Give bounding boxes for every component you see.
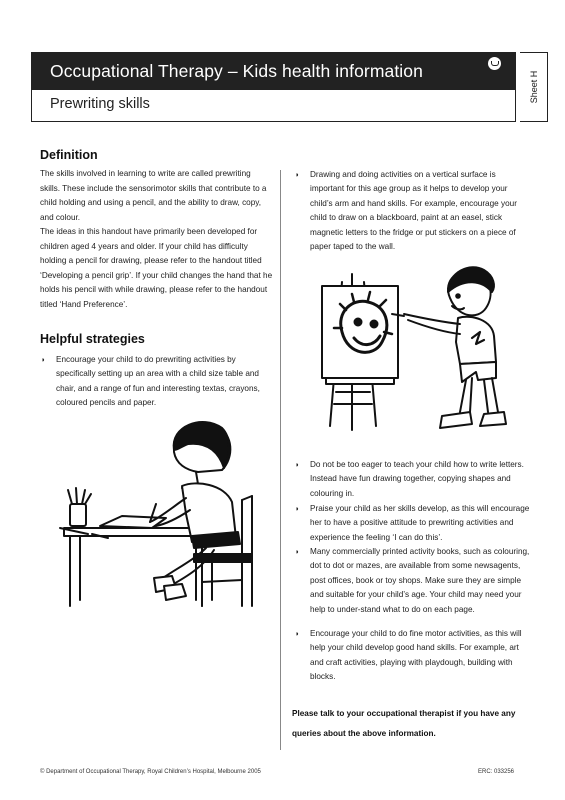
header-box [31, 52, 516, 122]
vertical-surface-bullet: ◗ Drawing and doing activities on a vertical surface is important for this age group as it helps to develop your child’s arm and hand skills. For example, encourage your child to draw on a blackboard, paint at an easel, stick magnetic letters to the fridge or put stickers on a piece of paper taped to the wall. [294, 168, 530, 254]
strategy-bullet-area: ◗ Encourage your child to do prewriting activities by specifically setting up an area with a child size table and chair, and a range of fun and interesting textas, crayons, coloured pencils and paper. [40, 353, 272, 411]
footer-copyright: © Department of Occupational Therapy, Royal Children’s Hospital, Melbourne 2005 [40, 769, 261, 775]
dont-be-too-eager-bullet: ◗ Do not be too eager to teach your child how to write letters. Instead have fun drawing together, copying shapes and colouring in. [294, 458, 530, 501]
sheet-label-text: Sheet H [528, 70, 539, 104]
column-divider [280, 170, 281, 750]
page-title: Occupational Therapy – Kids health information [50, 61, 423, 81]
definition-paragraph-2: The ideas in this handout have primarily been developed for children aged 4 years and older. If your child has difficulty holding a pencil for drawing, please refer to the handout titled ‘Developing a pencil grip’. If your child changes the hand that he holds his pencil with while drawing, please refer to the handout titled ‘Hand Preference’. [40, 227, 273, 309]
praise-child-bullet: ◗ Praise your child as her skills develop, as this will encourage her to have a positive attitude to prewriting activities and experience the feeling ‘I can do this’. [294, 502, 530, 545]
title-bar [32, 53, 515, 90]
definition-paragraph-1: The skills involved in learning to write are called prewriting skills. These include the sensorimotor skills that contribute to a child holding and using a pencil, and the ability to draw, copy, and colour. [40, 169, 267, 222]
logo-emblem-icon [488, 57, 501, 70]
sheet-label [520, 52, 548, 122]
hospital-logo [478, 56, 510, 86]
fine-motor-bullet: ◗ Encourage your child to do fine motor activities, as this will help your child develop good hand skills. For example, art and craft activities, playing with playdough, building with blocks. [294, 627, 530, 685]
footer-code: ERC: 033256 [478, 769, 515, 775]
girl-drawing-at-table-illustration [56, 410, 271, 610]
strategies-heading: Helpful strategies [40, 332, 145, 346]
activity-books-bullet: ◗ Many commercially printed activity books, such as colouring, dot to dot or mazes, are available from some newsagents, post offices, book or toy shops. Make sure they are simple and suitable for your child’s age. Your child may need your help to under-stand what to do on each page. [294, 545, 530, 617]
definition-heading: Definition [40, 148, 98, 162]
page-subtitle: Prewriting skills [50, 96, 150, 112]
boy-painting-at-easel-illustration [312, 262, 507, 442]
closing-note: Please talk to your occupational therapist if you have any queries about the above information. [292, 709, 516, 738]
